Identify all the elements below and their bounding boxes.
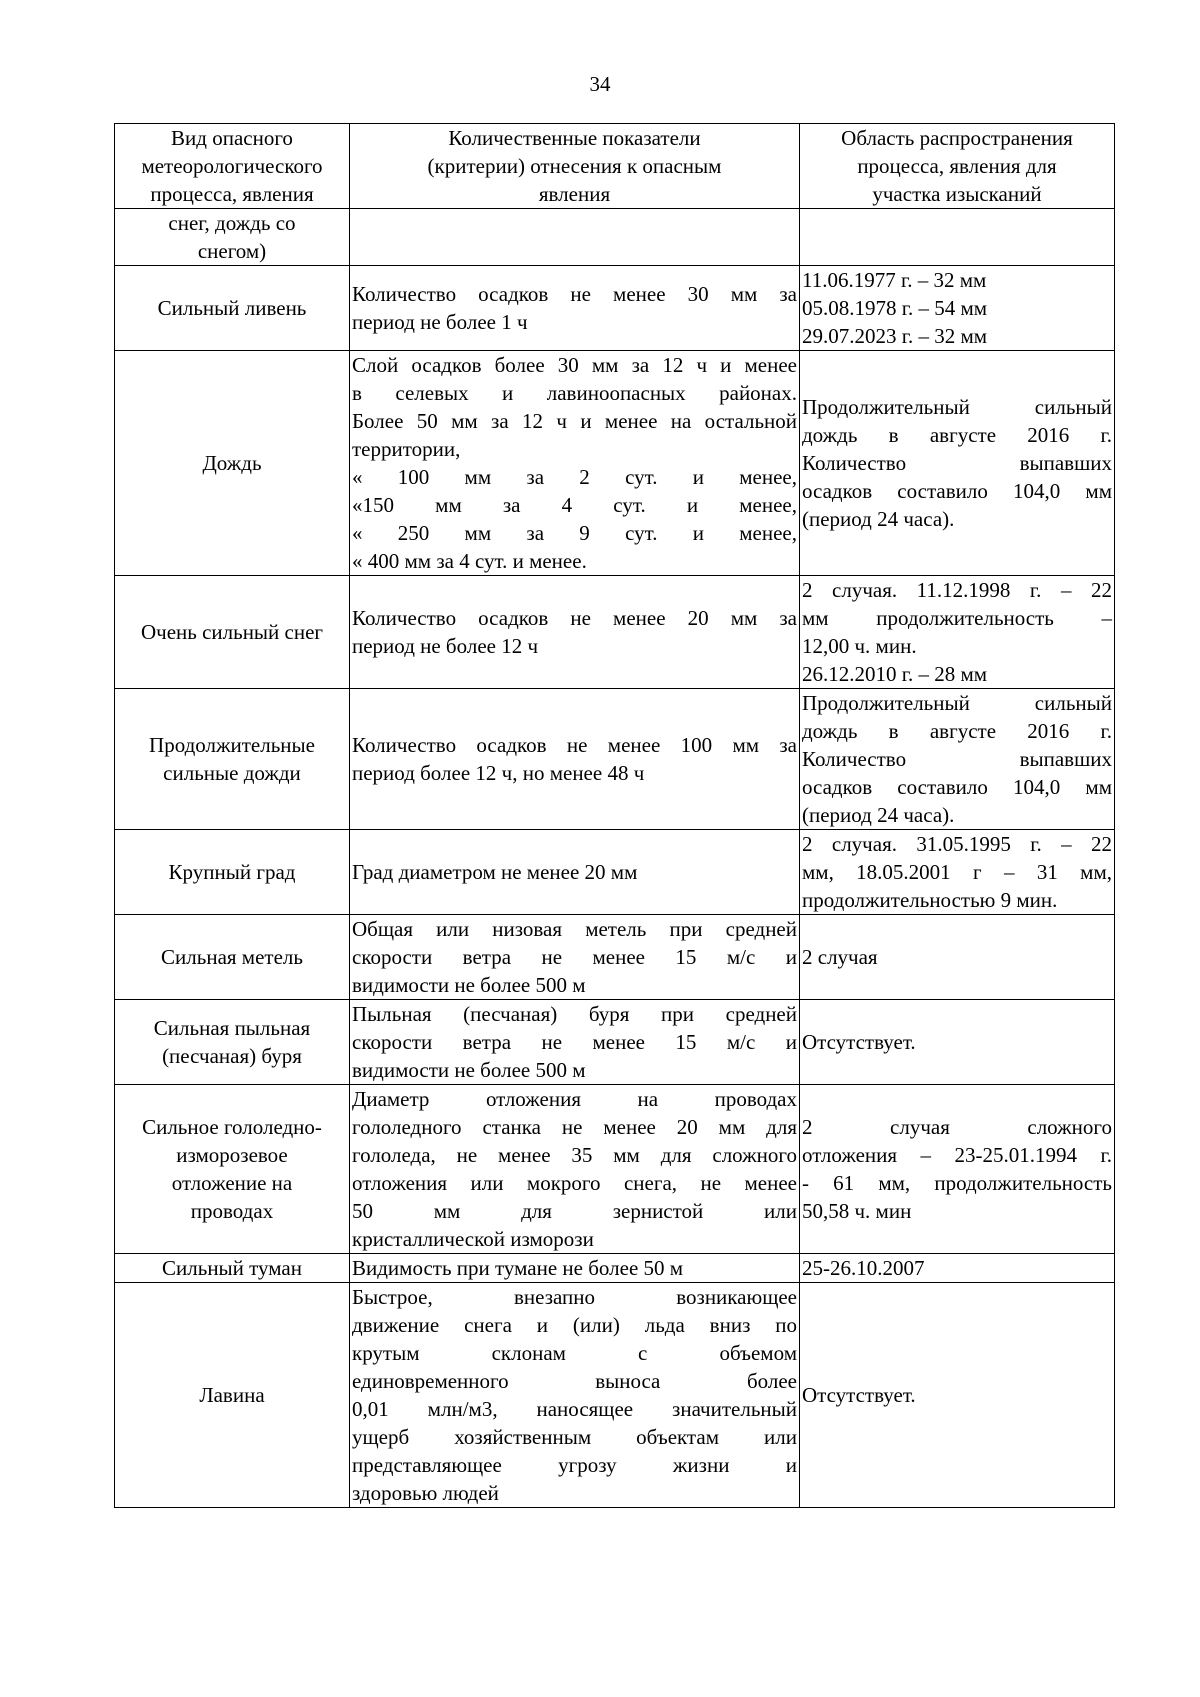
cell-line: Пыльная (песчаная) буря при средней (352, 1002, 797, 1026)
cell-line: « 400 мм за 4 сут. и менее. (352, 549, 587, 573)
cell-line: осадков составило 104,0 мм (802, 775, 1112, 799)
table-row (115, 209, 1115, 266)
header-area (800, 124, 1115, 209)
cell-line: гололеда, не менее 35 мм для сложного (352, 1143, 797, 1167)
cell-line: Более 50 мм за 12 ч и менее на остальной (352, 409, 797, 433)
cell-line: 2 случая (802, 945, 878, 969)
cell-line: Общая или низовая метель при средней (352, 917, 797, 941)
criteria-cell (350, 689, 800, 830)
hazard-name-cell (115, 689, 350, 830)
cell-line: Продолжительный сильный (802, 395, 1112, 419)
area-cell (800, 1000, 1115, 1085)
table-row (115, 351, 1115, 576)
cell-line: ущерб хозяйственным объектам или (352, 1425, 797, 1449)
hazard-name-cell (115, 1000, 350, 1085)
area-cell (800, 351, 1115, 576)
cell-line: мм, 18.05.2001 г – 31 мм, (802, 860, 1112, 884)
cell-line: дождь в августе 2016 г. (802, 719, 1112, 743)
criteria-cell (350, 915, 800, 1000)
cell-line: видимости не более 500 м (352, 1058, 586, 1082)
cell-line: Сильный ливень (157, 296, 307, 320)
criteria-cell (350, 1000, 800, 1085)
cell-line: проводах (190, 1199, 274, 1223)
cell-line: Количество выпавших (802, 747, 1112, 771)
header-line: (критерии) отнесения к опасным (427, 154, 722, 178)
header-line: Количественные показатели (448, 126, 701, 150)
area-cell (800, 576, 1115, 689)
cell-line: отложения или мокрого снега, не менее (352, 1171, 797, 1195)
cell-line: - 61 мм, продолжительность (802, 1171, 1112, 1195)
cell-line: дождь в августе 2016 г. (802, 423, 1112, 447)
cell-line: « 250 мм за 9 сут. и менее, (352, 521, 797, 545)
area-cell (800, 266, 1115, 351)
cell-line: 26.12.2010 г. – 28 мм (802, 662, 988, 686)
cell-line: период не более 12 ч (352, 634, 539, 658)
header-hazard-type (115, 124, 350, 209)
cell-line: 0,01 млн/м3, наносящее значительный (352, 1397, 797, 1421)
cell-line: (период 24 часа). (802, 507, 955, 531)
cell-line: Видимость при тумане не более 50 м (352, 1256, 684, 1280)
cell-line: Сильный туман (162, 1256, 302, 1280)
table-row (115, 830, 1115, 915)
cell-line: осадков составило 104,0 мм (802, 479, 1112, 503)
table-row (115, 576, 1115, 689)
cell-line: 2 случая сложного (802, 1115, 1112, 1139)
cell-line: Сильное гололедно- (142, 1115, 322, 1139)
cell-line: 50 мм для зернистой или (352, 1199, 797, 1223)
cell-line: Продолжительный сильный (802, 691, 1112, 715)
hazard-table (114, 123, 1115, 1508)
cell-line: территории, (352, 437, 461, 461)
cell-line: 25-26.10.2007 (802, 1256, 925, 1280)
cell-line: 29.07.2023 г. – 32 мм (802, 324, 988, 348)
header-line: процесса, явления (150, 182, 314, 206)
cell-line: 50,58 ч. мин (802, 1199, 912, 1223)
hazard-name-cell (115, 351, 350, 576)
table-row (115, 1283, 1115, 1508)
table-row (115, 1085, 1115, 1254)
cell-line: Отсутствует. (802, 1383, 916, 1407)
cell-line: Диаметр отложения на проводах (352, 1087, 797, 1111)
hazard-name-cell (115, 266, 350, 351)
cell-line: здоровью людей (352, 1481, 499, 1505)
hazard-name-cell (115, 1085, 350, 1254)
cell-line: кристаллической изморози (352, 1227, 594, 1251)
cell-line: (песчаная) буря (162, 1044, 302, 1068)
hazard-name-cell (115, 915, 350, 1000)
cell-line: изморозевое (176, 1143, 288, 1167)
cell-line: снегом) (197, 239, 267, 263)
table-row (115, 266, 1115, 351)
area-cell (800, 915, 1115, 1000)
table-row (115, 915, 1115, 1000)
area-cell (800, 830, 1115, 915)
cell-line: видимости не более 500 м (352, 973, 586, 997)
cell-line: период не более 1 ч (352, 310, 528, 334)
hazard-name-cell (115, 576, 350, 689)
header-line: метеорологического (141, 154, 323, 178)
area-cell (800, 1283, 1115, 1508)
cell-line: «150 мм за 4 сут. и менее, (352, 493, 797, 517)
table-row (115, 1254, 1115, 1283)
cell-line: отложения – 23-25.01.1994 г. (802, 1143, 1112, 1167)
criteria-cell (350, 266, 800, 351)
cell-line: период более 12 ч, но менее 48 ч (352, 761, 645, 785)
criteria-cell (350, 1283, 800, 1508)
cell-line: Крупный град (168, 860, 296, 884)
criteria-cell (350, 1085, 800, 1254)
area-cell (800, 689, 1115, 830)
table-row (115, 689, 1115, 830)
cell-line: 05.08.1978 г. – 54 мм (802, 296, 988, 320)
cell-line: Сильная пыльная (153, 1016, 311, 1040)
cell-line: Количество осадков не менее 20 мм за (352, 606, 797, 630)
criteria-cell (350, 576, 800, 689)
header-line: процесса, явления для (857, 154, 1057, 178)
area-cell (800, 1254, 1115, 1283)
cell-line: движение снега и (или) льда вниз по (352, 1313, 797, 1337)
cell-line: Быстрое, внезапно возникающее (352, 1285, 797, 1309)
hazard-name-cell (115, 1254, 350, 1283)
cell-line: скорости ветра не менее 15 м/с и (352, 945, 797, 969)
table-row (115, 1000, 1115, 1085)
cell-line: Отсутствует. (802, 1030, 916, 1054)
table-header-row (115, 124, 1115, 209)
hazard-name-cell (115, 1283, 350, 1508)
cell-line: продолжительностью 9 мин. (802, 888, 1058, 912)
cell-line: в селевых и лавиноопасных районах. (352, 381, 797, 405)
cell-line: отложение на (171, 1171, 293, 1195)
cell-line: снег, дождь со (168, 211, 296, 235)
criteria-cell (350, 830, 800, 915)
cell-line: 2 случая. 31.05.1995 г. – 22 (802, 832, 1112, 856)
cell-line: 12,00 ч. мин. (802, 634, 917, 658)
page-number: 34 (589, 72, 611, 96)
hazard-name-cell (115, 830, 350, 915)
cell-line: Очень сильный снег (140, 620, 324, 644)
cell-line: сильные дожди (163, 761, 301, 785)
header-line: Область распространения (841, 126, 1073, 150)
cell-line: скорости ветра не менее 15 м/с и (352, 1030, 797, 1054)
criteria-cell (350, 351, 800, 576)
cell-line: Град диаметром не менее 20 мм (352, 860, 638, 884)
area-cell (800, 1085, 1115, 1254)
cell-line: Количество осадков не менее 30 мм за (352, 282, 797, 306)
header-line: явления (538, 182, 611, 206)
cell-line: 2 случая. 11.12.1998 г. – 22 (802, 578, 1112, 602)
cell-line: Сильная метель (161, 945, 303, 969)
cell-line: Количество выпавших (802, 451, 1112, 475)
cell-line: Количество осадков не менее 100 мм за (352, 733, 797, 757)
area-cell (800, 209, 1115, 266)
header-line: Вид опасного (171, 126, 293, 150)
cell-line: крутым склонам с объемом (352, 1341, 797, 1365)
cell-line: представляющее угрозу жизни и (352, 1453, 797, 1477)
criteria-cell (350, 1254, 800, 1283)
header-criteria (350, 124, 800, 209)
criteria-cell (350, 209, 800, 266)
cell-line: 11.06.1977 г. – 32 мм (802, 268, 987, 292)
cell-line: мм продолжительность – (802, 606, 1112, 630)
cell-line: Дождь (202, 451, 262, 475)
cell-line: единовременного выноса более (352, 1369, 797, 1393)
cell-line: гололедного станка не менее 20 мм для (352, 1115, 797, 1139)
cell-line: Продолжительные (149, 733, 315, 757)
hazard-name-cell (115, 209, 350, 266)
header-line: участка изысканий (872, 182, 1042, 206)
cell-line: Слой осадков более 30 мм за 12 ч и менее (352, 353, 797, 377)
cell-line: « 100 мм за 2 сут. и менее, (352, 465, 797, 489)
cell-line: Лавина (199, 1383, 265, 1407)
cell-line: (период 24 часа). (802, 803, 955, 827)
